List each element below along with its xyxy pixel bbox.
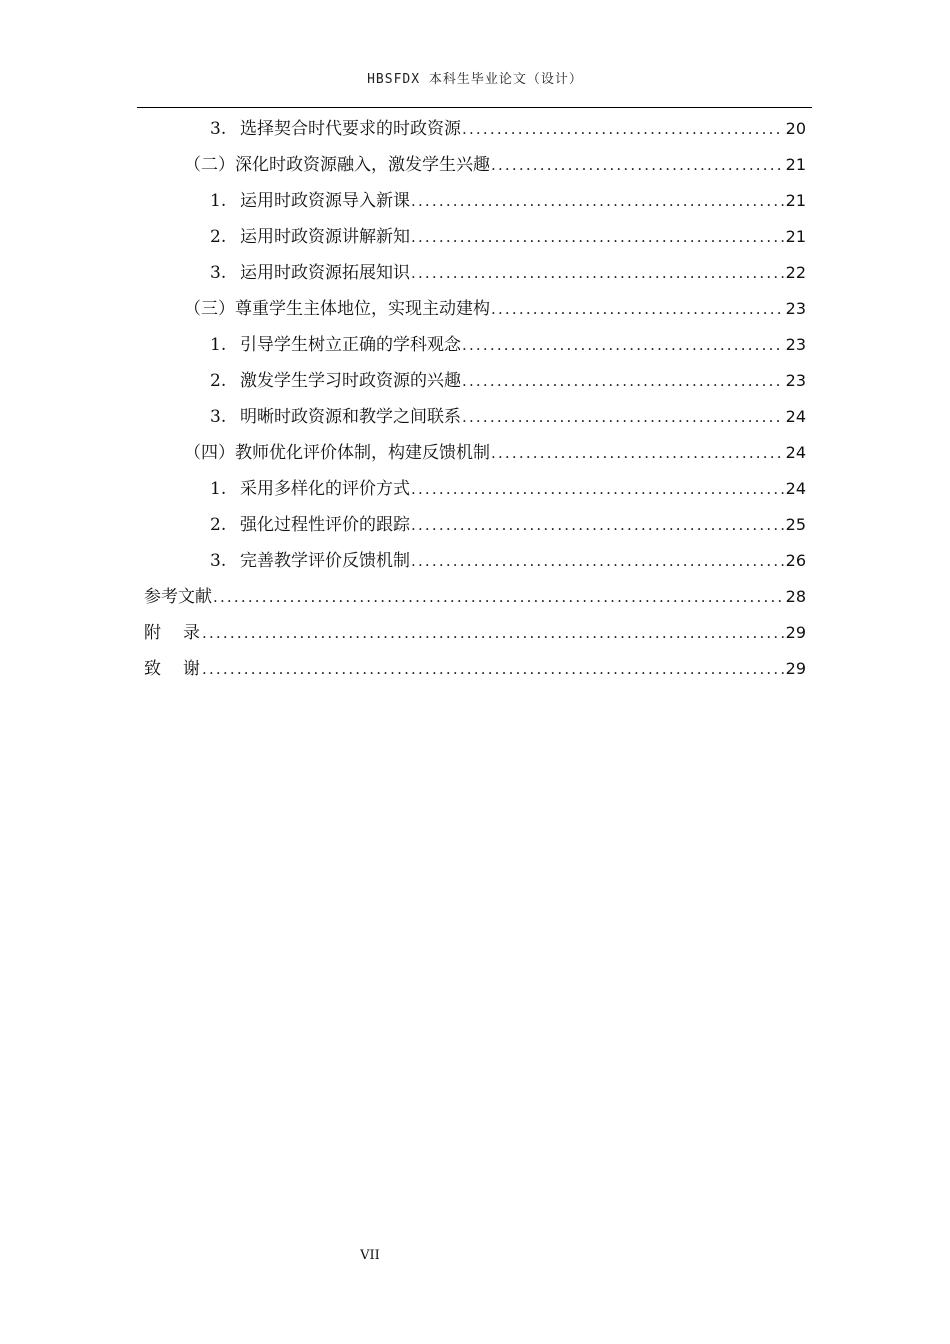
header-rule	[137, 107, 812, 108]
toc-entry-title: （四）教师优化评价体制，构建反馈机制	[184, 443, 490, 463]
dot-leader	[411, 219, 784, 255]
toc-entry-title: 激发学生学习时政资源的兴趣	[240, 371, 461, 391]
toc-entry-number: 2.	[210, 515, 227, 535]
toc-entry-page: 22	[785, 263, 806, 282]
toc-entry-label	[210, 507, 410, 543]
dot-leader	[411, 507, 784, 543]
toc-entry-page: 23	[785, 299, 806, 318]
toc-entry-number: 1.	[210, 335, 227, 355]
toc-entry-number: 3.	[210, 407, 227, 427]
page-number: VII	[360, 1248, 380, 1263]
toc-entry-title: 致谢	[144, 659, 222, 679]
toc-entry-title: 采用多样化的评价方式	[240, 479, 410, 499]
toc-entry-page: 24	[785, 443, 806, 462]
toc-entry-page: 26	[785, 551, 806, 570]
toc-entry-title: 附录	[144, 623, 222, 643]
toc-entry-number: 1.	[210, 479, 227, 499]
toc-entry-number: 2.	[210, 371, 227, 391]
toc-entry-number: 2.	[210, 227, 227, 247]
toc-entry-label	[210, 255, 410, 291]
dot-leader	[411, 255, 784, 291]
toc-entry-page: 21	[785, 155, 806, 174]
toc-entry[interactable]	[210, 543, 806, 579]
dot-leader	[202, 615, 784, 651]
toc-entry-page: 23	[785, 371, 806, 390]
toc-entry-number: 3.	[210, 263, 227, 283]
toc-entry[interactable]	[210, 111, 806, 147]
dot-leader	[411, 543, 784, 579]
toc-entry-title: 强化过程性评价的跟踪	[240, 515, 410, 535]
dot-leader	[202, 651, 784, 687]
toc-entry-title: 引导学生树立正确的学科观念	[240, 335, 461, 355]
toc-entry-title: 运用时政资源讲解新知	[240, 227, 410, 247]
toc-entry-number: 3.	[210, 551, 227, 571]
toc-entry-title: 参考文献	[144, 587, 212, 607]
toc-entry-acknowledgements[interactable]	[144, 651, 806, 687]
toc-entry[interactable]	[210, 255, 806, 291]
toc-entry[interactable]	[184, 147, 806, 183]
dot-leader	[462, 327, 784, 363]
toc-entry-number: 3.	[210, 119, 227, 139]
toc-entry-label	[210, 327, 461, 363]
toc-entry-page: 25	[785, 515, 806, 534]
dot-leader	[491, 435, 784, 471]
toc-entry-page: 24	[785, 407, 806, 426]
toc-entry[interactable]	[210, 363, 806, 399]
toc-entry[interactable]	[210, 507, 806, 543]
toc-entry-page: 23	[785, 335, 806, 354]
toc-entry-page: 29	[785, 623, 806, 642]
dot-leader	[462, 111, 784, 147]
toc-entry-title: 运用时政资源导入新课	[240, 191, 410, 211]
toc-entry-title: 明晰时政资源和教学之间联系	[240, 407, 461, 427]
toc-entry-appendix[interactable]	[144, 615, 806, 651]
toc-entry[interactable]	[210, 471, 806, 507]
toc-entry-title: 完善教学评价反馈机制	[240, 551, 410, 571]
toc-entry[interactable]	[184, 291, 806, 327]
dot-leader	[491, 147, 784, 183]
toc-entry-label	[210, 219, 410, 255]
toc-entry-label	[210, 183, 410, 219]
toc-entry-page: 21	[785, 227, 806, 246]
toc-entry[interactable]	[184, 435, 806, 471]
toc-entry-page: 29	[785, 659, 806, 678]
toc-entry-page: 21	[785, 191, 806, 210]
toc-entry-references[interactable]	[144, 579, 806, 615]
toc-entry[interactable]	[210, 183, 806, 219]
toc-entry-label	[210, 399, 461, 435]
dot-leader	[491, 291, 784, 327]
toc-entry-page: 28	[785, 587, 806, 606]
toc-entry-number: 1.	[210, 191, 227, 211]
toc-entry-label	[210, 363, 461, 399]
toc-entry-page: 20	[785, 119, 806, 138]
toc-entry[interactable]	[210, 327, 806, 363]
dot-leader	[213, 579, 784, 615]
dot-leader	[462, 363, 784, 399]
toc-entry-label	[210, 543, 410, 579]
toc-entry-title: （二）深化时政资源融入，激发学生兴趣	[184, 155, 490, 175]
toc-entry-label	[210, 471, 410, 507]
toc-entry-title: （三）尊重学生主体地位，实现主动建构	[184, 299, 490, 319]
toc-entry-page: 24	[785, 479, 806, 498]
dot-leader	[411, 471, 784, 507]
toc-entry[interactable]	[210, 399, 806, 435]
toc-entry-title: 选择契合时代要求的时政资源	[240, 119, 461, 139]
dot-leader	[411, 183, 784, 219]
toc-entry-title: 运用时政资源拓展知识	[240, 263, 410, 283]
toc-entry-label	[210, 111, 461, 147]
dot-leader	[462, 399, 784, 435]
toc-entry[interactable]	[210, 219, 806, 255]
running-header: HBSFDX 本科生毕业论文（设计）	[367, 72, 583, 87]
